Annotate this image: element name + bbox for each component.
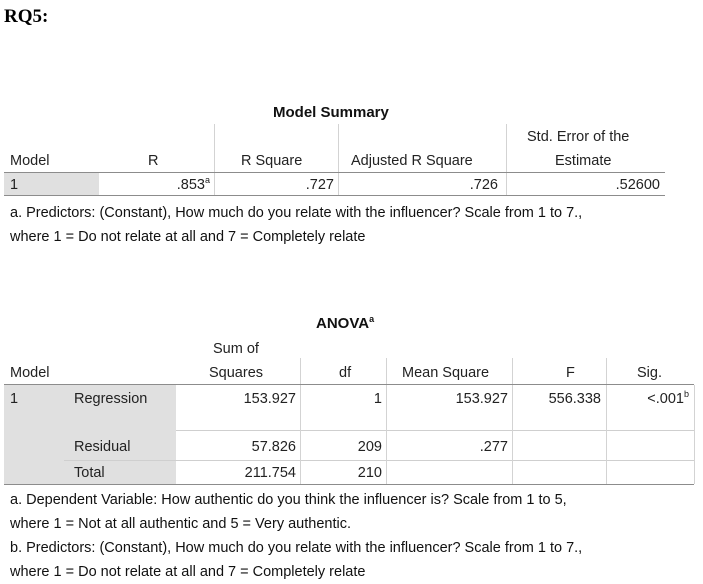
anova-row-ms: .277 [479,439,508,455]
ms-row-r-square: .727 [305,177,334,193]
anova-row-df: 1 [373,391,382,407]
anova-row-sig: <.001$^b$ [647,389,689,407]
anova-row-ss: 153.927 [243,391,296,407]
ms-header-rule [4,172,665,173]
ms-row-r: .853$^a$ [176,175,210,193]
anova-header-f: F [566,365,575,381]
model-summary-title: Model Summary [273,104,389,121]
ms-footnote-line-2: where 1 = Do not relate at all and 7 = Completely relate [10,229,366,245]
ms-header-model: Model [10,153,50,169]
anova-row-rule [64,460,694,461]
anova-title: ANOVA$^a$ [316,314,375,332]
ms-header-divider [214,124,215,172]
anova-bottom-rule [4,484,694,485]
anova-header-ss-1: Sum of [213,341,259,357]
anova-header-df: df [339,365,352,381]
anova-row-label: Total [74,465,105,481]
ms-row-divider [214,173,215,195]
anova-header-sig: Sig. [637,365,662,381]
ms-row-label-shade [4,173,99,195]
ms-bottom-rule [4,195,665,196]
anova-footnote-a-line-2: where 1 = Not at all authentic and 5 = Very authentic. [10,516,351,532]
anova-row-ss: 211.754 [244,465,296,481]
anova-row-label: Regression [74,391,148,407]
anova-header-divider [386,358,387,384]
ms-header-r-square: R Square [241,153,303,169]
ms-header-r: R [148,153,159,169]
anova-body-divider [512,385,513,484]
ms-row-model: 1 [10,177,19,193]
section-heading: RQ5: [4,6,49,27]
anova-header-divider [606,358,607,384]
anova-row-f: 556.338 [548,391,601,407]
anova-header-model: Model [10,365,50,381]
anova-header-mean-square: Mean Square [402,365,490,381]
anova-row-ss: 57.826 [251,439,296,455]
anova-body-divider [606,385,607,484]
anova-row-rule [176,430,694,431]
anova-header-ss-2: Squares [209,365,264,381]
ms-header-divider [338,124,339,172]
anova-row-label: Residual [74,439,131,455]
ms-header-std-err-2: Estimate [555,153,612,169]
anova-body-divider [300,385,301,484]
ms-header-std-err-1: Std. Error of the [527,129,630,145]
anova-model-number: 1 [10,391,19,407]
ms-header-divider [506,124,507,172]
anova-row-df: 210 [357,465,382,481]
anova-header-divider [512,358,513,384]
anova-body-divider [386,385,387,484]
ms-row-divider [338,173,339,195]
anova-row-ms: 153.927 [455,391,508,407]
anova-body-divider [694,385,695,484]
ms-row-std-err: .52600 [615,177,660,193]
anova-header-divider [300,358,301,384]
anova-footnote-b-line-2: where 1 = Do not relate at all and 7 = Completely relate [10,564,366,580]
ms-header-adj-r-square: Adjusted R Square [351,153,473,169]
anova-footnote-a-line-1: a. Dependent Variable: How authentic do you think the influencer is? Scale from 1 to 5, [10,492,567,508]
ms-row-divider [506,173,507,195]
ms-row-adj-r-square: .726 [469,177,498,193]
anova-row-df: 209 [357,439,382,455]
anova-footnote-b-line-1: b. Predictors: (Constant), How much do you relate with the influencer? Scale from 1 to 7., [10,540,583,556]
ms-footnote-line-1: a. Predictors: (Constant), How much do you relate with the influencer? Scale from 1 to 7., [10,205,583,221]
